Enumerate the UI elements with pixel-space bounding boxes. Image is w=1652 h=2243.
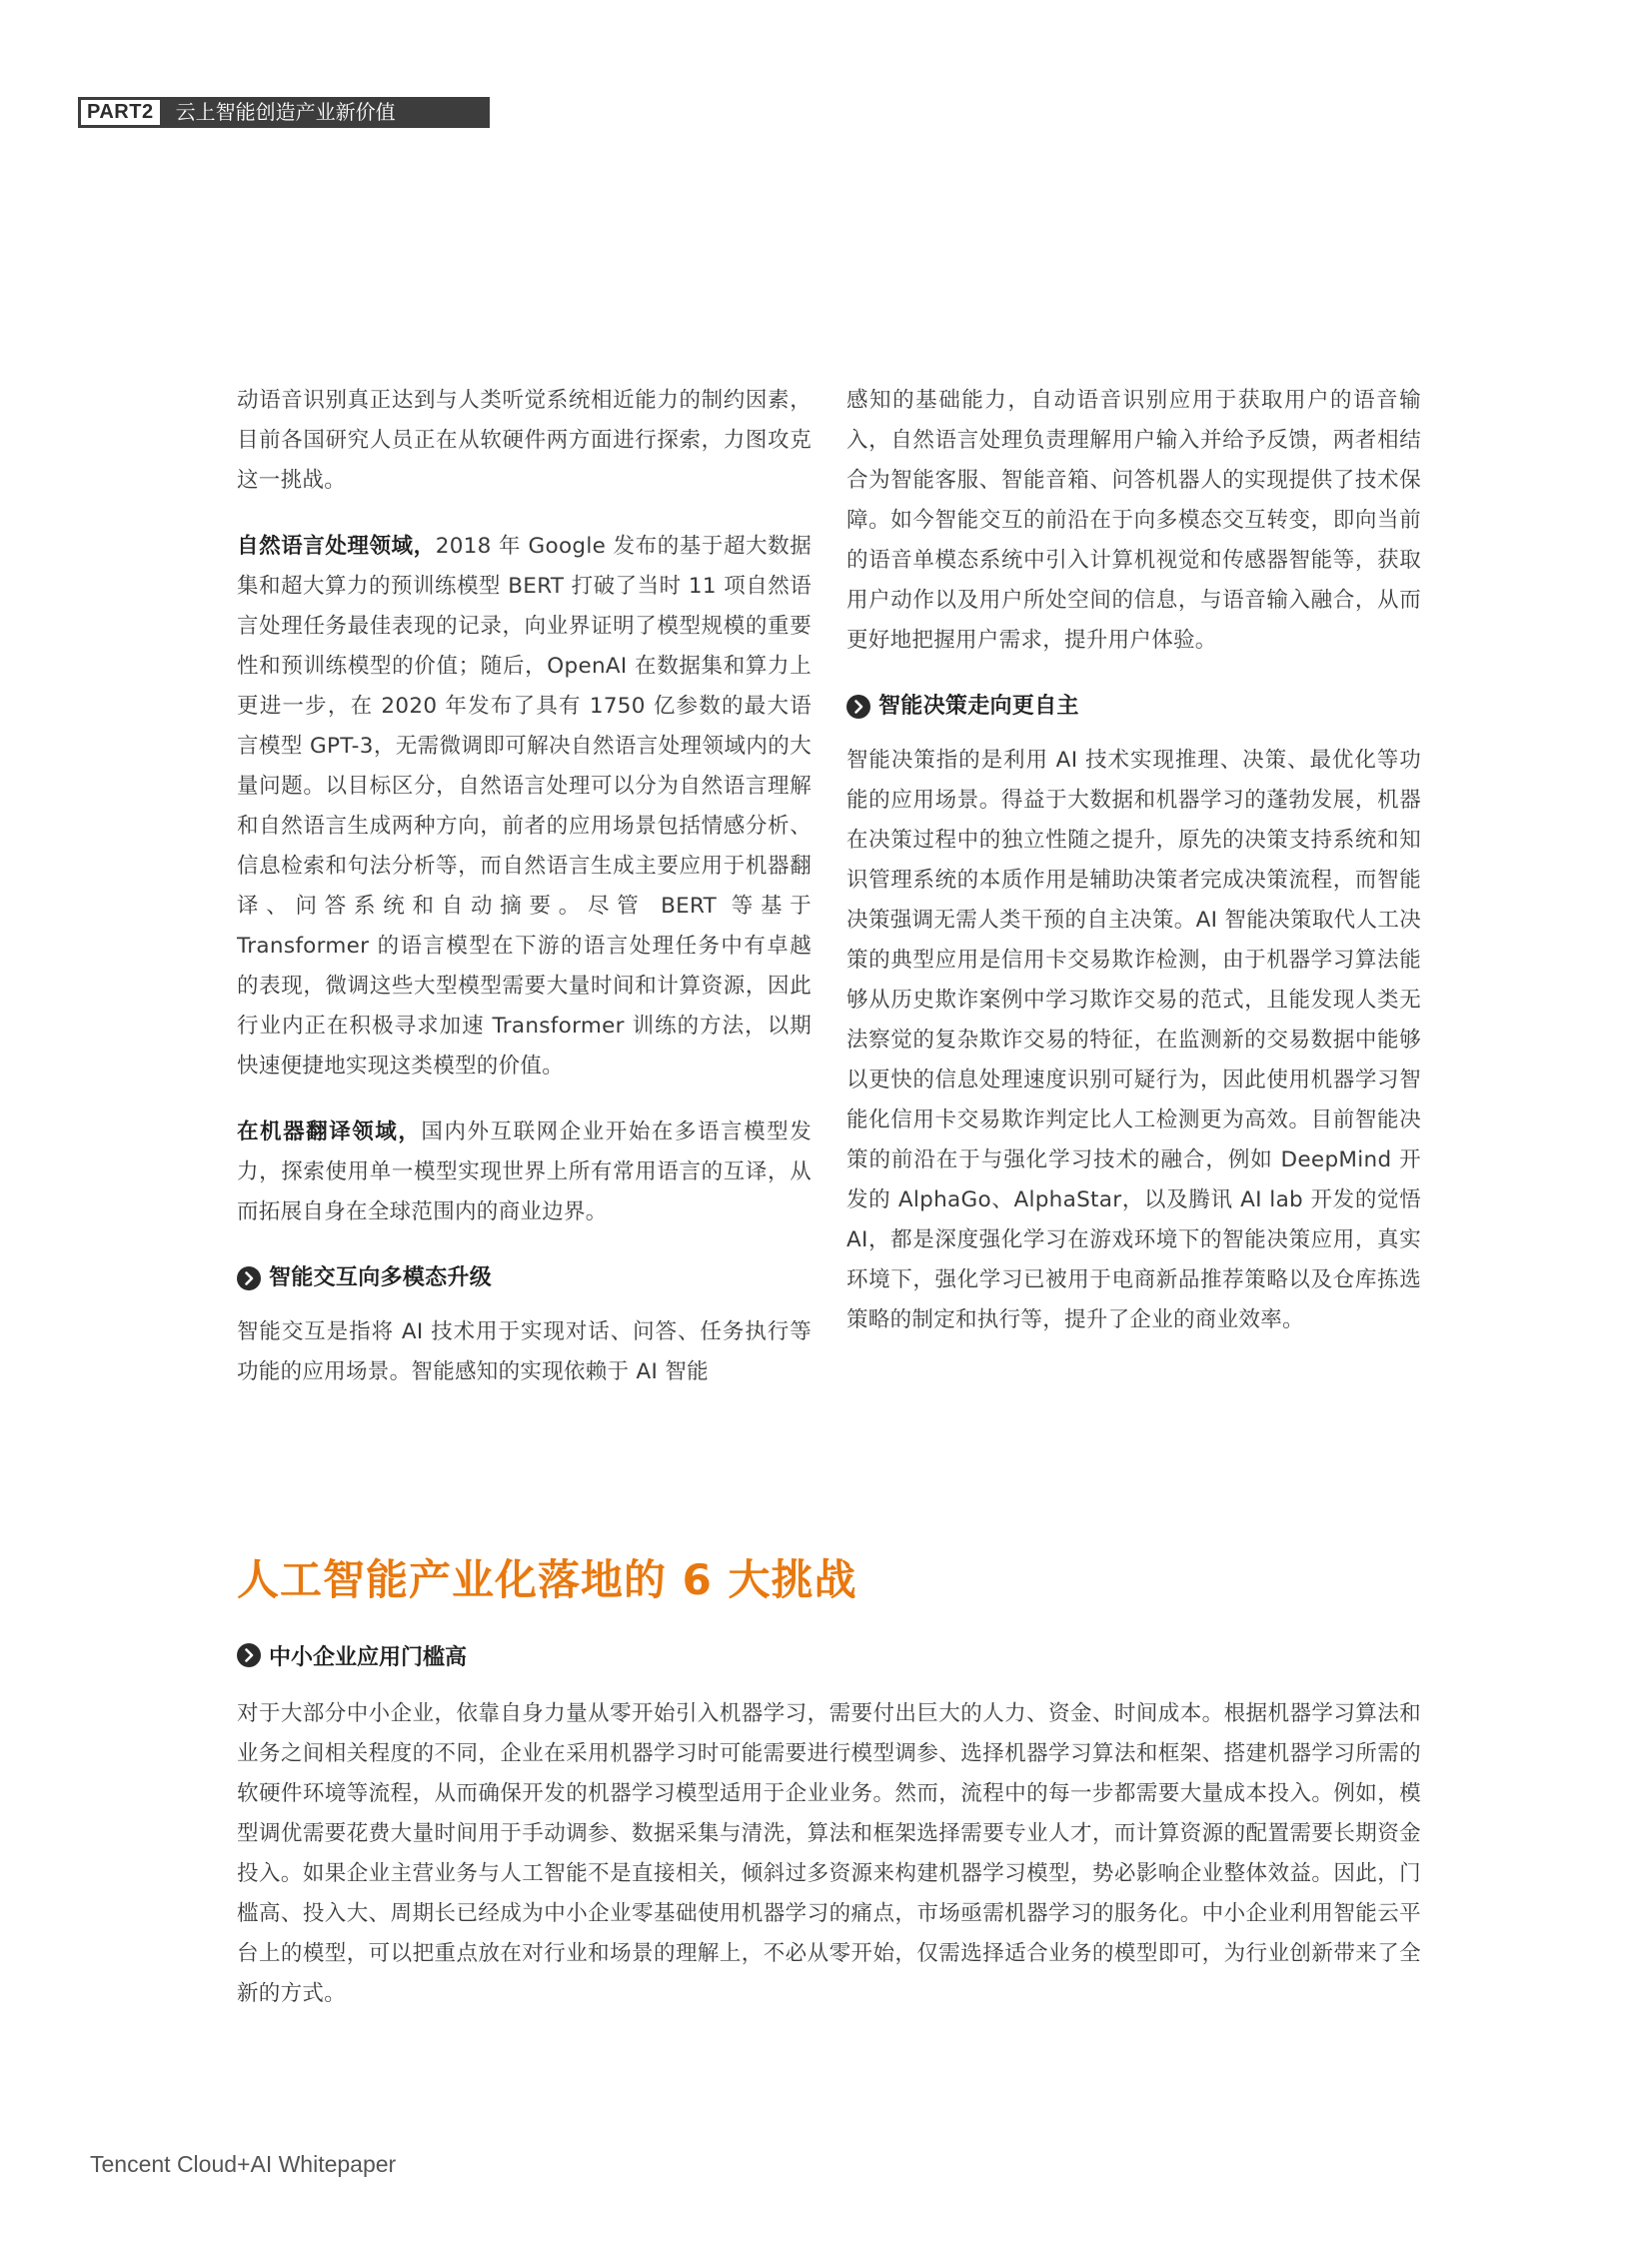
subheading-decision [846,687,1421,727]
section-title: 人工智能产业化落地的 6 大挑战 [237,1555,857,1604]
paragraph-nlp [237,527,812,1087]
paragraph: 智能决策指的是利用 AI 技术实现推理、决策、最优化等功能的应用场景。得益于大数据和机器学习的蓬勃发展，机器在决策过程中的独立性随之提升，原先的决策支持系统和知识管理系统的本质作用是辅助决策者完成决策流程，而智能决策强调无需人类干预的自主决策。AI 智能决策取代人工决策的典型应用是信用卡交易欺诈检测，由于机器学习算法能够从历史欺诈案例中学习欺诈交易的范式，且能发现人类无法察觉的复杂欺诈交易的特征，在监测新的交易数据中能够以更快的信息处理速度识别可疑行为，因此使用机器学习智能化信用卡交易欺诈判定比人工检测更为高效。目前智能决策的前沿在于与强化学习技术的融合，例如 DeepMind 开发的 AlphaGo、AlphaStar，以及腾讯 AI lab 开发的觉悟 AI，都是深度强化学习在游戏环境下的智能决策应用，真实环境下，强化学习已被用于电商新品推荐策略以及仓库拣选策略的制定和执行等，提升了企业的商业效率。 [846,748,1421,1332]
chevron-circle-icon [846,695,870,719]
chevron-circle-icon [237,1643,261,1667]
subheading-text: 智能交互向多模态升级 [269,1265,493,1290]
left-column [237,381,812,1418]
right-column [846,381,1421,1366]
mt-lead: 在机器翻译领域， [237,1120,422,1144]
paragraph-mt [237,1113,812,1232]
header-band [78,97,490,128]
subheading-sme [237,1635,467,1675]
section-paragraph: 对于大部分中小企业，依靠自身力量从零开始引入机器学习，需要付出巨大的人力、资金、时间成本。根据机器学习算法和业务之间相关程度的不同，企业在采用机器学习时可能需要进行模型调参、选择机器学习算法和框架、搭建机器学习所需的软硬件环境等流程，从而确保开发的机器学习模型适用于企业业务。然而，流程中的每一步都需要大量成本投入。例如，模型调优需要花费大量时间用于手动调参、数据采集与清洗，算法和框架选择需要专业人才，而计算资源的配置需要长期资金投入。如果企业主营业务与人工智能不是直接相关，倾斜过多资源来构建机器学习模型，势必影响企业整体效益。因此，门槛高、投入大、周期长已经成为中小企业零基础使用机器学习的痛点，市场亟需机器学习的服务化。中小企业利用智能云平台上的模型，可以把重点放在对行业和场景的理解上，不必从零开始，仅需选择适合业务的模型即可，为行业创新带来了全新的方式。 [237,1701,1421,2006]
paragraph: 动语音识别真正达到与人类听觉系统相近能力的制约因素，目前各国研究人员正在从软硬件两方面进行探索，力图攻克这一挑战。 [237,388,812,493]
nlp-body: 2018 年 Google 发布的基于超大数据集和超大算力的预训练模型 BERT 打破了当时 11 项自然语言处理任务最佳表现的记录，向业界证明了模型规模的重要性和预训练模型的价值；随后，OpenAI 在数据集和算力上更进一步，在 2020 年发布了具有 1750 亿参数的最大语言模型 GPT-3，无需微调即可解决自然语言处理领域内的大量问题。以目标区分，自然语言处理可以分为自然语言理解和自然语言生成两种方向，前者的应用场景包括情感分析、信息检索和句法分析等，而自然语言生成主要应用于机器翻译、问答系统和自动摘要。尽管 BERT 等基于 Transformer 的语言模型在下游的语言处理任务中有卓越的表现，微调这些大型模型需要大量时间和计算资源，因此行业内正在积极寻求加速 Transformer 训练的方法，以期快速便捷地实现这类模型的价值。 [237,534,813,1079]
subheading-text: 中小企业应用门槛高 [269,1644,468,1670]
subheading-interaction [237,1258,812,1298]
nlp-lead: 自然语言处理领域， [237,534,436,559]
chevron-circle-icon [237,1266,261,1290]
footer-text: Tencent Cloud+AI Whitepaper [90,2151,397,2177]
subheading-text: 智能决策走向更自主 [878,694,1079,719]
mt-body: 国内外互联网企业开始在多语言模型发力，探索使用单一模型实现世界上所有常用语言的互译，从而拓展自身在全球范围内的商业边界。 [237,1120,812,1224]
paragraph: 智能交互是指将 AI 技术用于实现对话、问答、任务执行等功能的应用场景。智能感知的实现依赖于 AI 智能 [237,1319,812,1384]
part-label: PART2 [81,100,160,125]
paragraph: 感知的基础能力，自动语音识别应用于获取用户的语音输入，自然语言处理负责理解用户输入并给予反馈，两者相结合为智能客服、智能音箱、问答机器人的实现提供了技术保障。如今智能交互的前沿在于向多模态交互转变，即向当前的语音单模态系统中引入计算机视觉和传感器智能等，获取用户动作以及用户所处空间的信息，与语音输入融合，从而更好地把握用户需求，提升用户体验。 [846,388,1421,653]
part-title: 云上智能创造产业新价值 [175,100,396,124]
